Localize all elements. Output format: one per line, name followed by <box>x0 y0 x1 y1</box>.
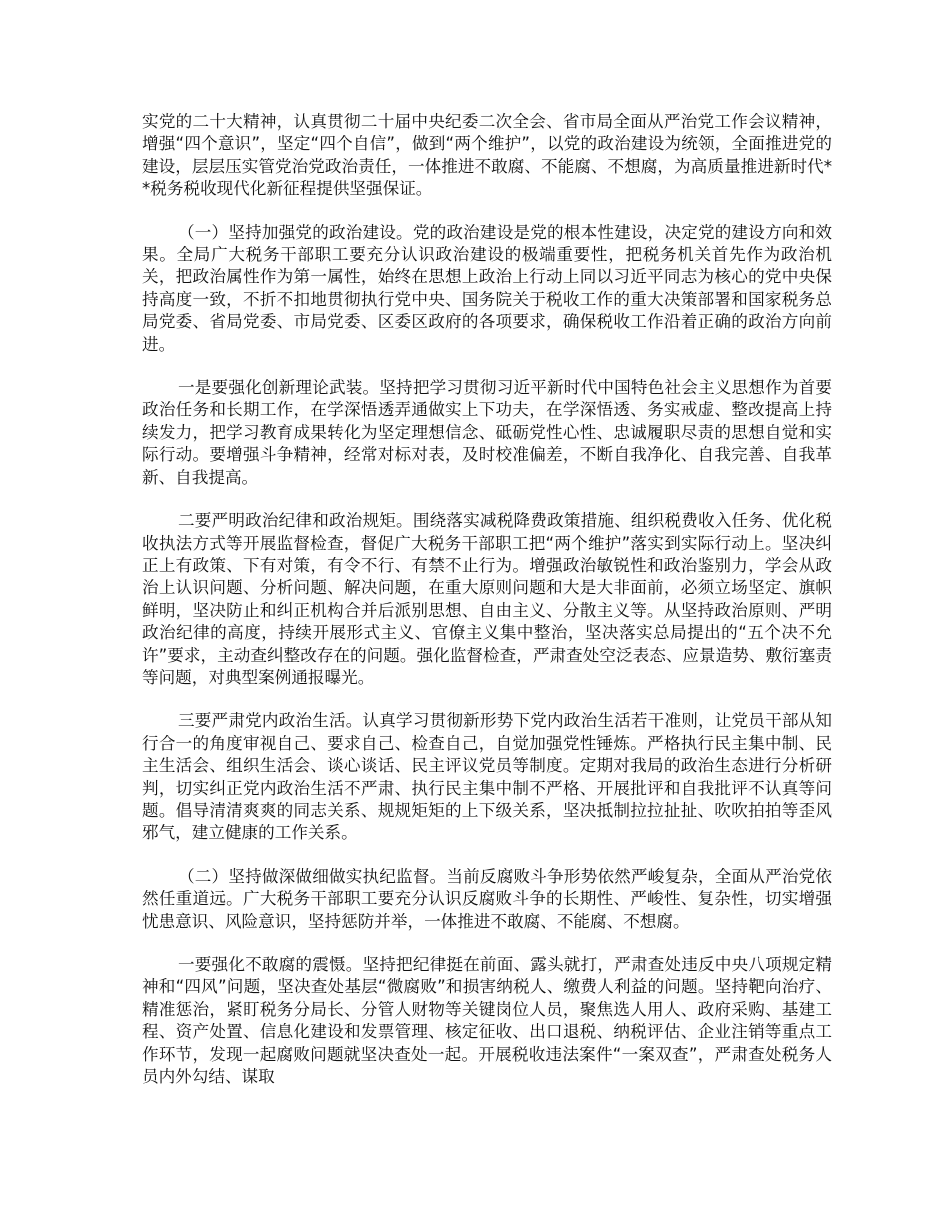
paragraph-intro-continuation: 实党的二十大精神，认真贯彻二十届中央纪委二次全会、省市局全面从严治党工作会议精神，增强“四个意识”，坚定“四个自信”，做到“两个维护”，以党的政治建设为统领，全面推进党的建设，层层压实管党治党政治责任，一体推进不敢腐、不能腐、不想腐，为高质量推进新时代**税务税收现代化新征程提供坚强保证。 <box>142 112 832 199</box>
paragraph-section-two-supervision: （二）坚持做深做细做实执纪监督。当前反腐败斗争形势依然严峻复杂，全面从严治党依然任重道远。广大税务干部职工要充分认识反腐败斗争的长期性、严峻性、复杂性，切实增强忧患意识、风险意识，坚持惩防并举，一体推进不敢腐、不能腐、不想腐。 <box>142 866 832 931</box>
paragraph-point-one-theory: 一是要强化创新理论武装。坚持把学习贯彻习近平新时代中国特色社会主义思想作为首要政治任务和长期工作，在学深悟透弄通做实上下功夫，在学深悟透、务实戒虚、整改提高上持续发力，把学习教育成果转化为坚定理想信念、砥砺党性心性、忠诚履职尽责的思想自觉和实际行动。要增强斗争精神，经常对标对表，及时校准偏差，不断自我净化、自我完善、自我革新、自我提高。 <box>142 378 832 487</box>
paragraph-section-one-political-building: （一）坚持加强党的政治建设。党的政治建设是党的根本性建设，决定党的建设方向和效果。全局广大税务干部职工要充分认识政治建设的极端重要性，把税务机关首先作为政治机关，把政治属性作为第一属性，始终在思想上政治上行动上同以习近平同志为核心的党中央保持高度一致，不折不扣地贯彻执行党中央、国务院关于税收工作的重大决策部署和国家税务总局党委、省局党委、市局党委、区委区政府的各项要求，确保税收工作沿着正确的政治方向前进。 <box>142 222 832 354</box>
paragraph-point-three-party-life: 三要严肃党内政治生活。认真学习贯彻新形势下党内政治生活若干准则，让党员干部从知行合一的角度审视自己、要求自己、检查自己，自觉加强党性锤炼。严格执行民主集中制、民主生活会、组织生活会、谈心谈话、民主评议党员等制度。定期对我局的政治生态进行分析研判，切实纠正党内政治生活不严肃、执行民主集中制不严格、开展批评和自我批评不认真等问题。倡导清清爽爽的同志关系、规规矩矩的上下级关系，坚决抵制拉拉扯扯、吹吹拍拍等歪风邪气，建立健康的工作关系。 <box>142 711 832 843</box>
paragraph-point-two-discipline: 二要严明政治纪律和政治规矩。围绕落实减税降费政策措施、组织税费收入任务、优化税收执法方式等开展监督检查，督促广大税务干部职工把“两个维护”落实到实际行动上。坚决纠正上有政策、下有对策，有令不行、有禁不止行为。增强政治敏锐性和政治鉴别力，学会从政治上认识问题、分析问题、解决问题，在重大原则问题和大是大非面前，必须立场坚定、旗帜鲜明，坚决防止和纠正机构合并后派别思想、自由主义、分散主义等。从坚持政治原则、严明政治纪律的高度，持续开展形式主义、官僚主义集中整治，坚决落实总局提出的“五个决不允许”要求，主动查纠整改存在的问题。强化监督检查，严肃查处空泛表态、应景造势、敷衍塞责等问题，对典型案例通报曝光。 <box>142 511 832 687</box>
paragraph-point-one-deterrence: 一要强化不敢腐的震慑。坚持把纪律挺在前面、露头就打，严肃查处违反中央八项规定精神和“四风”问题，坚决查处基层“微腐败”和损害纳税人、缴费人利益的问题。坚持靶向治疗、精准惩治，紧盯税务分局长、分管人财物等关键岗位人员，聚焦选人用人、政府采购、基建工程、资产处置、信息化建设和发票管理、核定征收、出口退税、纳税评估、企业注销等重点工作环节，发现一起腐败问题就坚决查处一起。开展税收违法案件“一案双查”，严肃查处税务人员内外勾结、谋取 <box>142 955 832 1087</box>
document-page <box>142 111 832 1109</box>
